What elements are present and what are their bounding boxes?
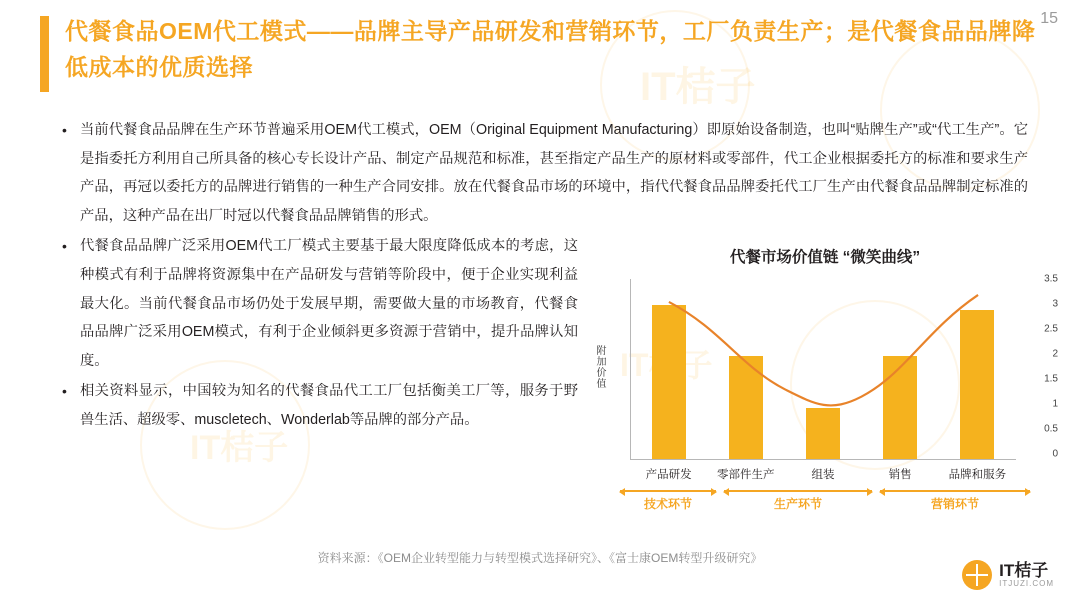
x-tick: 零部件生产 bbox=[717, 469, 775, 481]
bar-1 bbox=[729, 356, 763, 459]
y-tick: 3 bbox=[1052, 298, 1058, 310]
bar-3 bbox=[883, 356, 917, 459]
stage-band-tech bbox=[620, 490, 716, 512]
chart-x-labels bbox=[630, 466, 1016, 482]
bar-2 bbox=[806, 408, 840, 459]
page-number: 15 bbox=[1040, 10, 1058, 27]
chart-bars bbox=[631, 279, 1016, 459]
stage-arrow-line bbox=[620, 490, 716, 492]
chart-plot bbox=[630, 279, 1016, 460]
bar-slot bbox=[866, 279, 935, 459]
list-item: • 当前代餐食品品牌在生产环节普遍采用OEM代工模式，OEM（Original Equipment Manufacturing）即原始设备制造，也叫“贴牌生产”或“代工生产”。它是指委托方利用自己所具备的核心专长设计产品、制定产品规范和标准，甚至指定产品生产的原材料或零部件，代工企业根据委托方的标准和要求生产产品，再冠以委托方的品牌进行销售的一种生产合同安排。放在代餐食品市场的环境中，指代代餐食品品牌委托代工厂生产由代餐食品品牌制定标准的产品，这种产品在出厂时冠以代餐食品品牌销售的形式。 bbox=[58, 116, 1028, 230]
x-tick: 销售 bbox=[888, 469, 912, 481]
y-tick: 3.5 bbox=[1044, 273, 1058, 285]
stage-arrow-line bbox=[880, 490, 1030, 492]
list-item: • 相关资料显示，中国较为知名的代餐食品代工工厂包括衡美工厂等，服务于野兽生活、超级零、muscletech、Wonderlab等品牌的部分产品。 bbox=[58, 377, 578, 434]
chart-title: 代餐市场价值链 “微笑曲线” bbox=[729, 249, 921, 266]
bar-slot bbox=[943, 279, 1012, 459]
chart-plot-area bbox=[590, 273, 1060, 488]
stage-label: 技术环节 bbox=[643, 497, 692, 511]
list-item: • 代餐食品品牌广泛采用OEM代工厂模式主要基于最大限度降低成本的考虑，这种模式有利于品牌将资源集中在产品研发与营销等阶段中，便于企业实现利益最大化。当前代餐食品市场仍处于发展早期，需要做大量的市场教育，代餐食品品牌广泛采用OEM模式，有利于企业倾斜更多资源于营销中，提升品牌认知度。 bbox=[58, 232, 578, 375]
orange-logo-icon bbox=[962, 560, 992, 590]
title-accent-bar bbox=[40, 16, 49, 92]
bar-0 bbox=[652, 305, 686, 459]
y-tick: 1.5 bbox=[1044, 373, 1058, 385]
bar-slot bbox=[635, 279, 704, 459]
source-note: 资料来源：《OEM企业转型能力与转型模式选择研究》、《富士康OEM转型升级研究》 bbox=[317, 551, 763, 565]
stage-arrow-line bbox=[724, 490, 872, 492]
logo-text bbox=[999, 562, 1054, 588]
chart-stage-bands bbox=[630, 490, 1030, 524]
brand-logo bbox=[962, 560, 1054, 590]
x-tick: 组装 bbox=[811, 469, 835, 481]
y-tick: 1 bbox=[1052, 398, 1058, 410]
y-tick: 2 bbox=[1052, 348, 1058, 360]
chart-y-axis-label: 附加价值 bbox=[594, 345, 605, 389]
y-tick: 0 bbox=[1052, 448, 1058, 460]
watermark-text-2: IT桔子 bbox=[190, 429, 289, 467]
stage-band-marketing bbox=[880, 490, 1030, 512]
x-tick: 品牌和服务 bbox=[948, 469, 1007, 481]
stage-label: 生产环节 bbox=[773, 497, 822, 511]
logo-url: ITJUZI.COM bbox=[999, 578, 1054, 588]
y-tick: 2.5 bbox=[1044, 323, 1058, 335]
watermark-text-1: IT桔子 bbox=[640, 65, 756, 109]
chart-y-ticks bbox=[1020, 273, 1060, 460]
slide-title bbox=[40, 14, 1040, 92]
bar-slot bbox=[789, 279, 858, 459]
y-tick: 0.5 bbox=[1044, 423, 1058, 435]
bar-4 bbox=[960, 310, 994, 459]
logo-name: IT桔子 bbox=[999, 560, 1049, 580]
page-title: 代餐食品OEM代工模式——品牌主导产品研发和营销环节，工厂负责生产；是代餐食品品牌降低成本的优质选择 bbox=[65, 18, 1036, 80]
stage-band-production bbox=[724, 490, 872, 512]
x-tick: 产品研发 bbox=[645, 469, 692, 481]
bar-slot bbox=[712, 279, 781, 459]
stage-label: 营销环节 bbox=[930, 497, 979, 511]
